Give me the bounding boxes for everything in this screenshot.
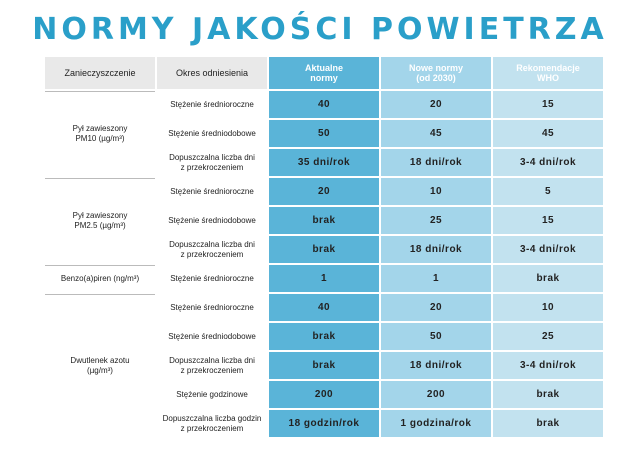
pollutant-cell: Benzo(a)piren (ng/m³) (45, 265, 155, 292)
period-cell: Stężenie średnioroczne (157, 178, 267, 205)
who-recommendation-cell: 10 (493, 294, 603, 321)
who-recommendation-cell: brak (493, 410, 603, 437)
period-cell: Stężenie średnioroczne (157, 91, 267, 118)
new-norm-cell: 1 (381, 265, 491, 292)
current-norm-cell: 50 (269, 120, 379, 147)
new-norm-cell: 18 dni/rok (381, 149, 491, 176)
who-recommendation-cell: 3-4 dni/rok (493, 149, 603, 176)
who-recommendation-cell: 25 (493, 323, 603, 350)
table-row (45, 91, 603, 118)
who-recommendation-cell: brak (493, 381, 603, 408)
new-norm-cell: 10 (381, 178, 491, 205)
header-period: Okres odniesienia (157, 57, 267, 89)
period-cell: Stężenie średnioroczne (157, 294, 267, 321)
new-norm-cell: 18 dni/rok (381, 236, 491, 263)
current-norm-cell: brak (269, 352, 379, 379)
current-norm-cell: 1 (269, 265, 379, 292)
header-current: Aktualne normy (269, 57, 379, 89)
header-new: Nowe normy (od 2030) (381, 57, 491, 89)
current-norm-cell: brak (269, 236, 379, 263)
new-norm-cell: 1 godzina/rok (381, 410, 491, 437)
current-norm-cell: 35 dni/rok (269, 149, 379, 176)
who-recommendation-cell: 3-4 dni/rok (493, 236, 603, 263)
who-recommendation-cell: brak (493, 265, 603, 292)
current-norm-cell: 200 (269, 381, 379, 408)
table-row (45, 265, 603, 292)
current-norm-cell: 40 (269, 294, 379, 321)
pollutant-cell: Pył zawieszony PM2.5 (µg/m³) (45, 178, 155, 263)
new-norm-cell: 18 dni/rok (381, 352, 491, 379)
who-recommendation-cell: 15 (493, 91, 603, 118)
table-row (45, 178, 603, 205)
current-norm-cell: brak (269, 323, 379, 350)
period-cell: Stężenie średniodobowe (157, 120, 267, 147)
current-norm-cell: 18 godzin/rok (269, 410, 379, 437)
who-recommendation-cell: 15 (493, 207, 603, 234)
new-norm-cell: 50 (381, 323, 491, 350)
header-who: Rekomendacje WHO (493, 57, 603, 89)
table-row (45, 294, 603, 321)
new-norm-cell: 20 (381, 294, 491, 321)
header-row (45, 57, 603, 89)
period-cell: Stężenie średniodobowe (157, 323, 267, 350)
period-cell: Stężenie godzinowe (157, 381, 267, 408)
pollutant-cell: Dwutlenek azotu (µg/m³) (45, 294, 155, 437)
new-norm-cell: 45 (381, 120, 491, 147)
new-norm-cell: 20 (381, 91, 491, 118)
new-norm-cell: 200 (381, 381, 491, 408)
period-cell: Dopuszczalna liczba dni z przekroczeniem (157, 352, 267, 379)
period-cell: Dopuszczalna liczba dni z przekroczeniem (157, 236, 267, 263)
current-norm-cell: brak (269, 207, 379, 234)
air-quality-table (43, 55, 605, 439)
current-norm-cell: 20 (269, 178, 379, 205)
who-recommendation-cell: 3-4 dni/rok (493, 352, 603, 379)
new-norm-cell: 25 (381, 207, 491, 234)
pollutant-cell: Pył zawieszony PM10 (µg/m³) (45, 91, 155, 176)
period-cell: Stężenie średnioroczne (157, 265, 267, 292)
header-pollutant: Zanieczyszczenie (45, 57, 155, 89)
period-cell: Dopuszczalna liczba godzin z przekroczeniem (157, 410, 267, 437)
page-title: NORMY JAKOŚCI POWIETRZA (32, 12, 608, 47)
current-norm-cell: 40 (269, 91, 379, 118)
who-recommendation-cell: 5 (493, 178, 603, 205)
period-cell: Stężenie średniodobowe (157, 207, 267, 234)
period-cell: Dopuszczalna liczba dni z przekroczeniem (157, 149, 267, 176)
who-recommendation-cell: 45 (493, 120, 603, 147)
